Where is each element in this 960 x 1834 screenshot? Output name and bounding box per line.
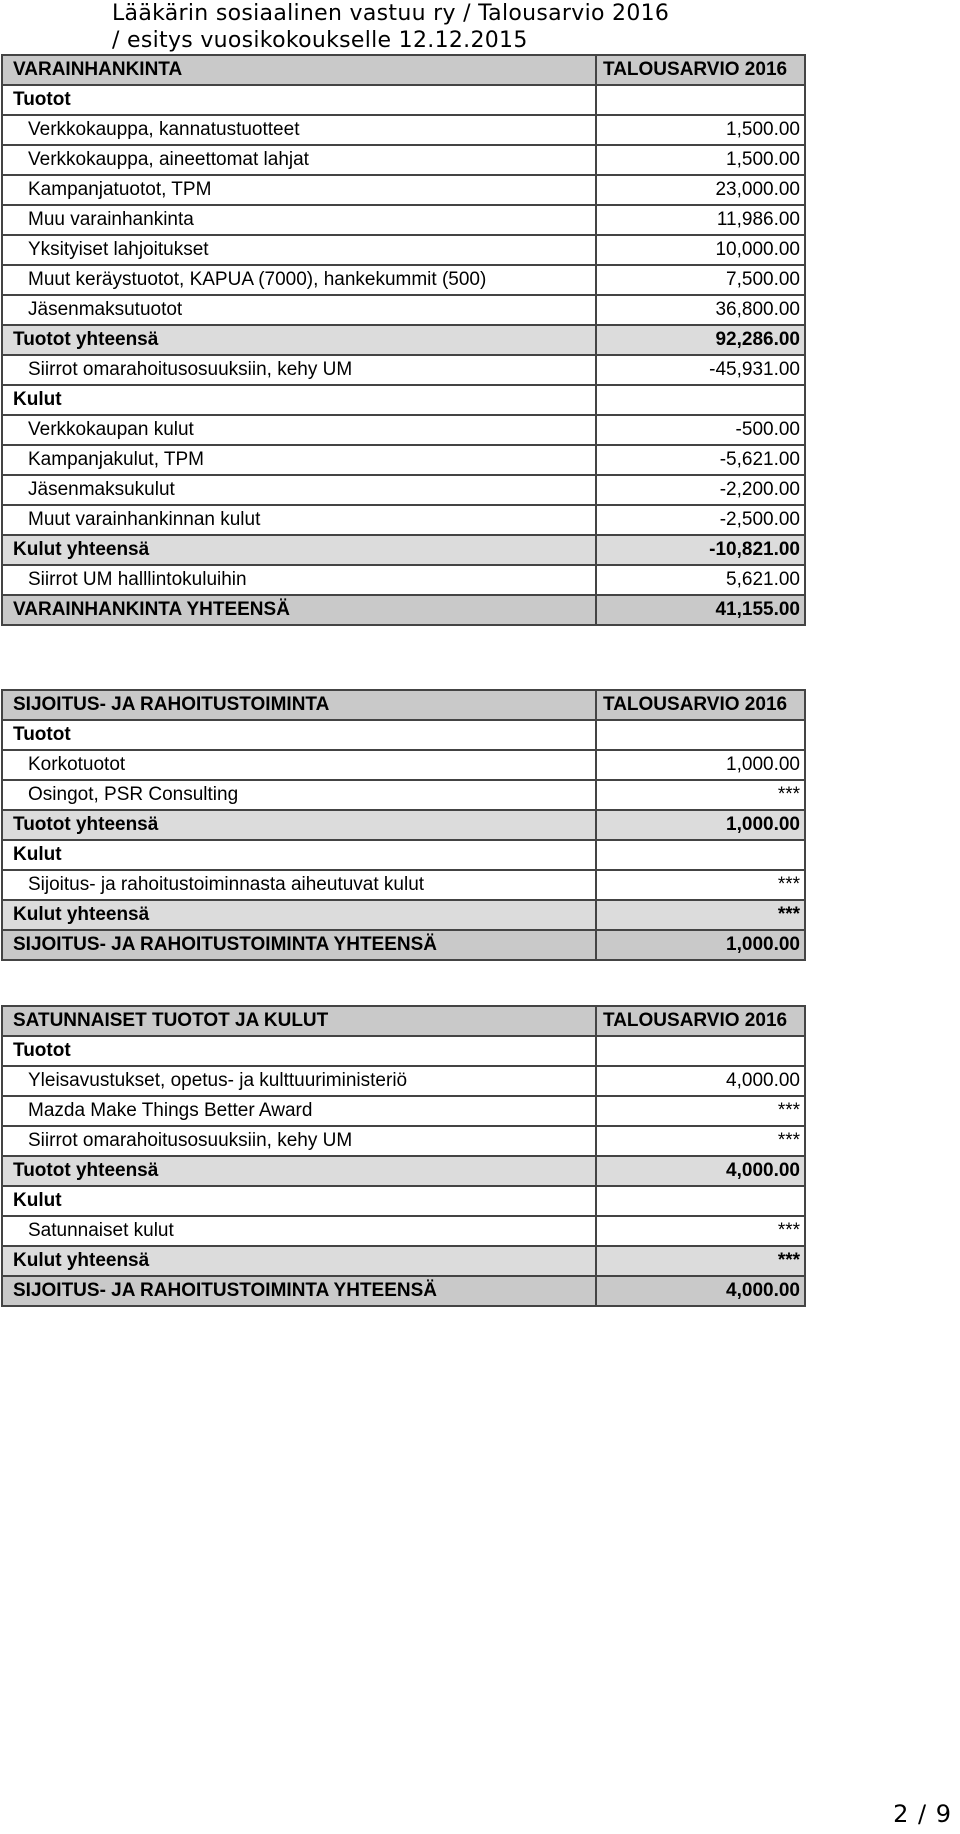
- subtotal-row: [2, 325, 805, 355]
- item-row: [2, 445, 805, 475]
- total-row: [2, 595, 805, 625]
- item-label: Verkkokaupan kulut: [2, 415, 596, 445]
- item-row: [2, 355, 805, 385]
- item-label: Mazda Make Things Better Award: [2, 1096, 596, 1126]
- item-row: [2, 205, 805, 235]
- subtotal-value: -10,821.00: [596, 535, 805, 565]
- item-label: Verkkokauppa, aineettomat lahjat: [2, 145, 596, 175]
- fundraising-table: [1, 54, 806, 626]
- item-label: Yksityiset lahjoitukset: [2, 235, 596, 265]
- item-row: [2, 750, 805, 780]
- item-value: -500.00: [596, 415, 805, 445]
- section-label: Kulut: [2, 385, 596, 415]
- section-label: Kulut: [2, 1186, 596, 1216]
- total-value: 4,000.00: [596, 1276, 805, 1306]
- item-row: [2, 505, 805, 535]
- subtotal-label: Kulut yhteensä: [2, 1246, 596, 1276]
- item-value: ***: [596, 780, 805, 810]
- subtotal-value: 1,000.00: [596, 810, 805, 840]
- item-value: ***: [596, 1216, 805, 1246]
- item-row: [2, 1066, 805, 1096]
- subtotal-value: ***: [596, 900, 805, 930]
- item-value: 10,000.00: [596, 235, 805, 265]
- item-label: Yleisavustukset, opetus- ja kulttuuriministeriö: [2, 1066, 596, 1096]
- item-label: Kampanjatuotot, TPM: [2, 175, 596, 205]
- total-label: VARAINHANKINTA YHTEENSÄ: [2, 595, 596, 625]
- item-row: [2, 1126, 805, 1156]
- head-label: SATUNNAISET TUOTOT JA KULUT: [2, 1006, 596, 1036]
- item-row: [2, 475, 805, 505]
- subtotal-label: Kulut yhteensä: [2, 535, 596, 565]
- subtotal-label: Tuotot yhteensä: [2, 325, 596, 355]
- item-value: 7,500.00: [596, 265, 805, 295]
- page-header: [112, 0, 669, 54]
- item-value: ***: [596, 1096, 805, 1126]
- investment-table: [1, 689, 806, 961]
- head-label: SIJOITUS- JA RAHOITUSTOIMINTA: [2, 690, 596, 720]
- subtotal-label: Tuotot yhteensä: [2, 1156, 596, 1186]
- item-value: -5,621.00: [596, 445, 805, 475]
- head-label: VARAINHANKINTA: [2, 55, 596, 85]
- section-row: [2, 385, 805, 415]
- subtotal-label: Kulut yhteensä: [2, 900, 596, 930]
- subtotal-label: Tuotot yhteensä: [2, 810, 596, 840]
- item-label: Muu varainhankinta: [2, 205, 596, 235]
- section-row: [2, 840, 805, 870]
- section-label: Tuotot: [2, 1036, 596, 1066]
- item-row: [2, 145, 805, 175]
- item-label: Jäsenmaksutuotot: [2, 295, 596, 325]
- section-value: [596, 1036, 805, 1066]
- head-value: TALOUSARVIO 2016: [596, 55, 805, 85]
- item-value: 23,000.00: [596, 175, 805, 205]
- item-value: ***: [596, 1126, 805, 1156]
- subtotal-value: ***: [596, 1246, 805, 1276]
- item-row: [2, 175, 805, 205]
- item-value: ***: [596, 870, 805, 900]
- item-label: Osingot, PSR Consulting: [2, 780, 596, 810]
- item-row: [2, 115, 805, 145]
- section-label: Kulut: [2, 840, 596, 870]
- total-row: [2, 930, 805, 960]
- head-value: TALOUSARVIO 2016: [596, 1006, 805, 1036]
- section-value: [596, 85, 805, 115]
- total-label: SIJOITUS- JA RAHOITUSTOIMINTA YHTEENSÄ: [2, 1276, 596, 1306]
- item-label: Siirrot omarahoitusosuuksiin, kehy UM: [2, 355, 596, 385]
- section-value: [596, 720, 805, 750]
- item-label: Siirrot UM halllintokuluihin: [2, 565, 596, 595]
- item-label: Muut keräystuotot, KAPUA (7000), hankekummit (500): [2, 265, 596, 295]
- total-value: 1,000.00: [596, 930, 805, 960]
- item-row: [2, 295, 805, 325]
- item-row: [2, 1096, 805, 1126]
- item-value: -2,500.00: [596, 505, 805, 535]
- item-label: Kampanjakulut, TPM: [2, 445, 596, 475]
- item-row: [2, 1216, 805, 1246]
- section-value: [596, 1186, 805, 1216]
- head-row: [2, 55, 805, 85]
- total-row: [2, 1276, 805, 1306]
- item-value: 1,000.00: [596, 750, 805, 780]
- section-row: [2, 1186, 805, 1216]
- page-number: 2 / 9: [893, 1800, 952, 1828]
- item-label: Jäsenmaksukulut: [2, 475, 596, 505]
- header-subtitle: / esitys vuosikokoukselle 12.12.2015: [112, 28, 528, 53]
- section-label: Tuotot: [2, 85, 596, 115]
- section-value: [596, 385, 805, 415]
- total-value: 41,155.00: [596, 595, 805, 625]
- item-label: Muut varainhankinnan kulut: [2, 505, 596, 535]
- item-row: [2, 265, 805, 295]
- head-row: [2, 690, 805, 720]
- item-value: 36,800.00: [596, 295, 805, 325]
- header-title: Lääkärin sosiaalinen vastuu ry / Talousarvio 2016: [112, 1, 670, 26]
- item-value: 5,621.00: [596, 565, 805, 595]
- item-value: 4,000.00: [596, 1066, 805, 1096]
- item-value: 1,500.00: [596, 115, 805, 145]
- head-row: [2, 1006, 805, 1036]
- item-row: [2, 870, 805, 900]
- item-label: Verkkokauppa, kannatustuotteet: [2, 115, 596, 145]
- head-value: TALOUSARVIO 2016: [596, 690, 805, 720]
- subtotal-row: [2, 535, 805, 565]
- section-row: [2, 85, 805, 115]
- subtotal-value: 4,000.00: [596, 1156, 805, 1186]
- item-value: 1,500.00: [596, 145, 805, 175]
- subtotal-row: [2, 900, 805, 930]
- item-label: Sijoitus- ja rahoitustoiminnasta aiheutuvat kulut: [2, 870, 596, 900]
- item-row: [2, 565, 805, 595]
- item-row: [2, 415, 805, 445]
- section-value: [596, 840, 805, 870]
- subtotal-row: [2, 1246, 805, 1276]
- subtotal-value: 92,286.00: [596, 325, 805, 355]
- item-row: [2, 235, 805, 265]
- item-value: -2,200.00: [596, 475, 805, 505]
- item-value: 11,986.00: [596, 205, 805, 235]
- item-row: [2, 780, 805, 810]
- item-label: Satunnaiset kulut: [2, 1216, 596, 1246]
- subtotal-row: [2, 1156, 805, 1186]
- section-row: [2, 1036, 805, 1066]
- extraordinary-table: [1, 1005, 806, 1307]
- section-label: Tuotot: [2, 720, 596, 750]
- item-label: Korkotuotot: [2, 750, 596, 780]
- item-label: Siirrot omarahoitusosuuksiin, kehy UM: [2, 1126, 596, 1156]
- subtotal-row: [2, 810, 805, 840]
- total-label: SIJOITUS- JA RAHOITUSTOIMINTA YHTEENSÄ: [2, 930, 596, 960]
- section-row: [2, 720, 805, 750]
- item-value: -45,931.00: [596, 355, 805, 385]
